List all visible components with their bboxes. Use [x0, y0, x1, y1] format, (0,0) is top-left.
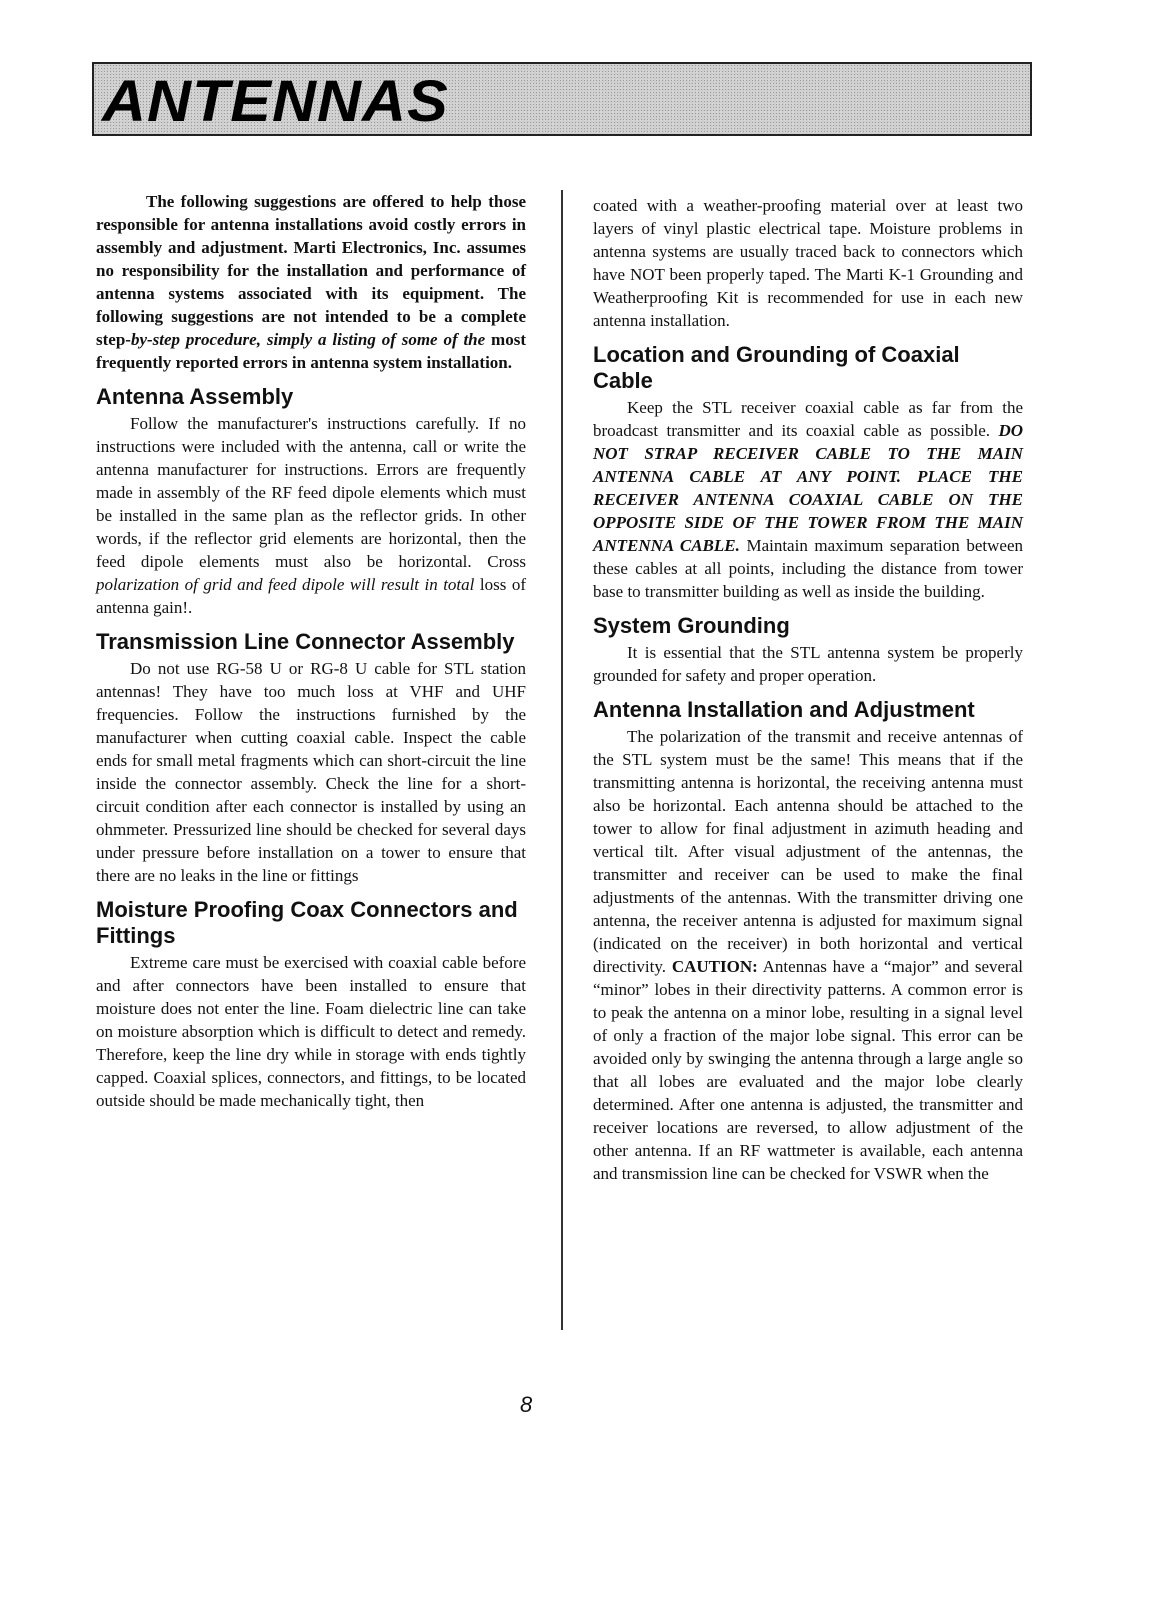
system-grounding-paragraph: It is essential that the STL antenna system be properly grounded for safety and proper operation.	[593, 643, 1023, 685]
left-column	[96, 190, 526, 1112]
intro-italic-text: by-step procedure, simply a listing of some of the	[130, 330, 486, 349]
location-text-end: Maintain maximum separation between these cables at all points, including the distance from tower base to transmitter building as well as inside the building.	[593, 536, 1023, 601]
heading-installation-adjustment: Antenna Installation and Adjustment	[593, 697, 975, 722]
page-title: ANTENNAS	[102, 69, 449, 134]
column-divider	[561, 190, 563, 1330]
assembly-italic-text: polarization of grid and feed dipole will result in total	[96, 575, 475, 594]
installation-text-end: Antennas have a “major” and several “minor” lobes in their directivity patterns. A common error is to peak the antenna on a minor lobe, resulting in a signal level of only a fraction of the major lobe signal. This error can be avoided only by swinging the antenna through a large angle so that all lobes are evaluated and the major lobe clearly determined. After one antenna is adjusted, the transmitter and receiver locations are reversed, to allow adjustment of the other antenna. If an RF wattmeter is available, each antenna and transmission line can be checked for VSWR when the	[593, 957, 1023, 1183]
continued-paragraph: coated with a weather-proofing material over at least two layers of vinyl plastic electrical tape. Moisture problems in antenna systems are usually traced back to connectors which have NOT been properly taped. The Marti K-1 Grounding and Weatherproofing Kit is recommended for use in each new antenna installation.	[593, 196, 1023, 330]
transmission-line-paragraph: Do not use RG-58 U or RG-8 U cable for STL station antennas! They have too much loss at VHF and UHF frequencies. Follow the instructions furnished by the manufacturer when cutting coaxial cable. Inspect the cable ends for small metal fragments which can short-circuit the line inside the connector assembly. Check the line for a short-circuit condition after each connector is installed by using an ohmmeter. Pressurized line should be checked for several days under pressure before installation on a tower to ensure that there are no leaks in the line or fittings	[96, 659, 526, 885]
title-banner	[92, 62, 1032, 136]
heading-transmission-line: Transmission Line Connector Assembly	[96, 629, 515, 654]
location-warning: DO NOT STRAP RECEIVER CABLE TO THE MAIN ANTENNA CABLE AT ANY POINT. PLACE THE RECEIVER ANTENNA COAXIAL CABLE ON THE OPPOSITE SIDE OF THE TOWER FROM THE MAIN ANTENNA CABLE.	[593, 421, 1023, 555]
heading-location-grounding: Location and Grounding of Coaxial Cable	[593, 342, 960, 393]
assembly-text-end: loss of antenna gain!.	[96, 575, 526, 617]
intro-text: The following suggestions are offered to help those responsible for antenna installations avoid costly errors in assembly and adjustment. Marti Electronics, Inc. assumes no responsibility for the installation and performance of antenna systems associated with its equipment. The following suggestions are not intended to be a complete step-	[96, 192, 526, 349]
intro-paragraph	[96, 190, 526, 374]
page-number: 8	[520, 1392, 533, 1417]
intro-text-end: most frequently reported errors in antenna system installation.	[96, 330, 526, 372]
caution-label: CAUTION:	[671, 957, 758, 976]
right-column	[593, 194, 1023, 1185]
installation-text: The polarization of the transmit and receive antennas of the STL system must be the same! This means that if the transmitting antenna is horizontal, the receiving antenna must also be horizontal. Each antenna should be attached to the tower to allow for final adjustment in azimuth heading and vertical tilt. After visual adjustment of the antennas, the transmitter and receiver can be used to make the final adjustments of the antennas. With the transmitter driving one antenna, the receiver antenna is adjusted for maximum signal (indicated on the receiver) in both horizontal and vertical directivity.	[593, 727, 1023, 976]
heading-system-grounding: System Grounding	[593, 613, 790, 638]
location-paragraph	[593, 396, 1023, 603]
moisture-proofing-paragraph: Extreme care must be exercised with coaxial cable before and after connectors have been installed to ensure that moisture does not enter the line. Foam dielectric line can take on moisture absorption which is difficult to detect and remedy. Therefore, keep the line dry while in storage with ends tightly capped. Coaxial splices, connectors, and fittings, to be located outside should be made mechanically tight, then	[96, 953, 526, 1110]
heading-antenna-assembly: Antenna Assembly	[96, 384, 294, 409]
assembly-text: Follow the manufacturer's instructions carefully. If no instructions were included with the antenna, call or write the antenna manufacturer for instructions. Errors are frequently made in assembly of the RF feed dipole elements which must be installed in the same plan as the reflector grids. In other words, if the reflector grid elements are horizontal, then the feed dipole elements must also be horizontal. Cross	[96, 414, 526, 571]
antenna-assembly-paragraph	[96, 412, 526, 619]
installation-paragraph	[593, 725, 1023, 1185]
location-text: Keep the STL receiver coaxial cable as far from the broadcast transmitter and its coaxial cable as possible.	[593, 398, 1023, 440]
heading-moisture-proofing: Moisture Proofing Coax Connectors and Fittings	[96, 897, 518, 948]
